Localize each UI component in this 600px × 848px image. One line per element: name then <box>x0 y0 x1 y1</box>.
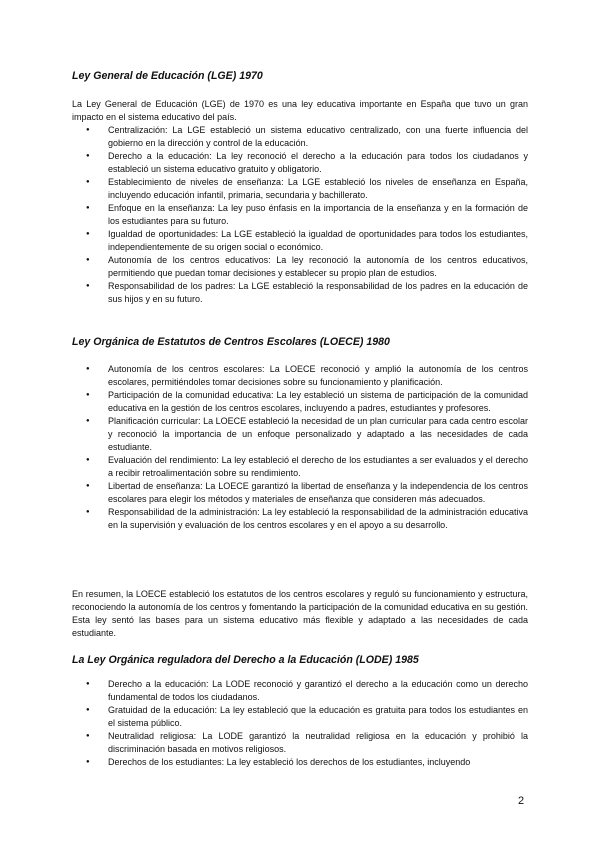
section-heading-lge: Ley General de Educación (LGE) 1970 <box>72 70 263 82</box>
list-item: ● Igualdad de oportunidades: La LGE estableció la igualdad de oportunidades para todos los estudiantes, independientemente de su origen social o económico. <box>72 228 528 254</box>
list-item: ● Evaluación del rendimiento: La ley estableció el derecho de los estudiantes a ser evaluados y el derecho a recibir retroalimentación sobre su rendimiento. <box>72 454 528 480</box>
list-item: ● Libertad de enseñanza: La LOECE garantizó la libertad de enseñanza y la independencia de los centros escolares para elegir los métodos y materiales de enseñanza que consideren más adecuados. <box>72 480 528 506</box>
section-summary-loece: En resumen, la LOECE estableció los estatutos de los centros escolares y reguló su funcionamiento y estructura, reconociendo la autonomía de los centros y fomentando la participación de la comunidad educativa en su gestión. Esta ley sentó las bases para un sistema educativo más flexible y adaptado a las necesidades de cada estudiante. <box>72 589 528 638</box>
list-item: ● Derecho a la educación: La LODE reconoció y garantizó el derecho a la educación como un derecho fundamental de todos los ciudadanos. <box>72 678 528 704</box>
list-item: ● Autonomía de los centros escolares: La LOECE reconoció y amplió la autonomía de los centros escolares, permitiéndoles tomar decisiones sobre su funcionamiento y planificación. <box>72 363 528 389</box>
section-intro-lge: La Ley General de Educación (LGE) de 1970 es una ley educativa importante en España que tuvo un gran impacto en el sistema educativo del país. <box>72 99 528 122</box>
section-heading-lode: La Ley Orgánica reguladora del Derecho a la Educación (LODE) 1985 <box>72 654 419 666</box>
list-item: ● Establecimiento de niveles de enseñanza: La LGE estableció los niveles de enseñanza en España, incluyendo educación infantil, primaria, secundaria y bachillerato. <box>72 176 528 202</box>
list-item: ● Responsabilidad de la administración: La ley estableció la responsabilidad de la administración educativa en la supervisión y evaluación de los centros escolares y en el apoyo a su desarrollo. <box>72 506 528 532</box>
list-item: ● Neutralidad religiosa: La LODE garantizó la neutralidad religiosa en la educación y prohibió la discriminación basada en motivos religiosos. <box>72 730 528 756</box>
bullet-list-lge <box>72 124 528 306</box>
page-number: 2 <box>518 795 525 807</box>
list-item: ● Participación de la comunidad educativa: La ley estableció un sistema de participación de la comunidad educativa en la gestión de los centros escolares, incluyendo a padres, estudiantes y profesores. <box>72 389 528 415</box>
list-item: ● Derechos de los estudiantes: La ley estableció los derechos de los estudiantes, incluyendo <box>72 756 528 769</box>
bullet-list-loece <box>72 363 528 532</box>
list-item: ● Derecho a la educación: La ley reconoció el derecho a la educación para todos los ciudadanos y estableció un sistema educativo gratuito y obligatorio. <box>72 150 528 176</box>
list-item: ● Gratuidad de la educación: La ley estableció que la educación es gratuita para todos los estudiantes en el sistema público. <box>72 704 528 730</box>
list-item: ● Enfoque en la enseñanza: La ley puso énfasis en la importancia de la enseñanza y en la formación de los estudiantes para su futuro. <box>72 202 528 228</box>
list-item: ● Responsabilidad de los padres: La LGE estableció la responsabilidad de los padres en la educación de sus hijos y en su futuro. <box>72 280 528 306</box>
list-item: ● Centralización: La LGE estableció un sistema educativo centralizado, con una fuerte influencia del gobierno en la dirección y control de la educación. <box>72 124 528 150</box>
bullet-list-lode <box>72 678 528 769</box>
list-item: ● Planificación curricular: La LOECE estableció la necesidad de un plan curricular para cada centro escolar y reconoció la importancia de un enfoque personalizado y adaptado a las necesidades de cada estudiante. <box>72 415 528 454</box>
section-heading-loece: Ley Orgánica de Estatutos de Centros Escolares (LOECE) 1980 <box>72 336 390 348</box>
list-item: ● Autonomía de los centros educativos: La ley reconoció la autonomía de los centros educativos, permitiendo que puedan tomar decisiones y establecer su propio plan de estudios. <box>72 254 528 280</box>
